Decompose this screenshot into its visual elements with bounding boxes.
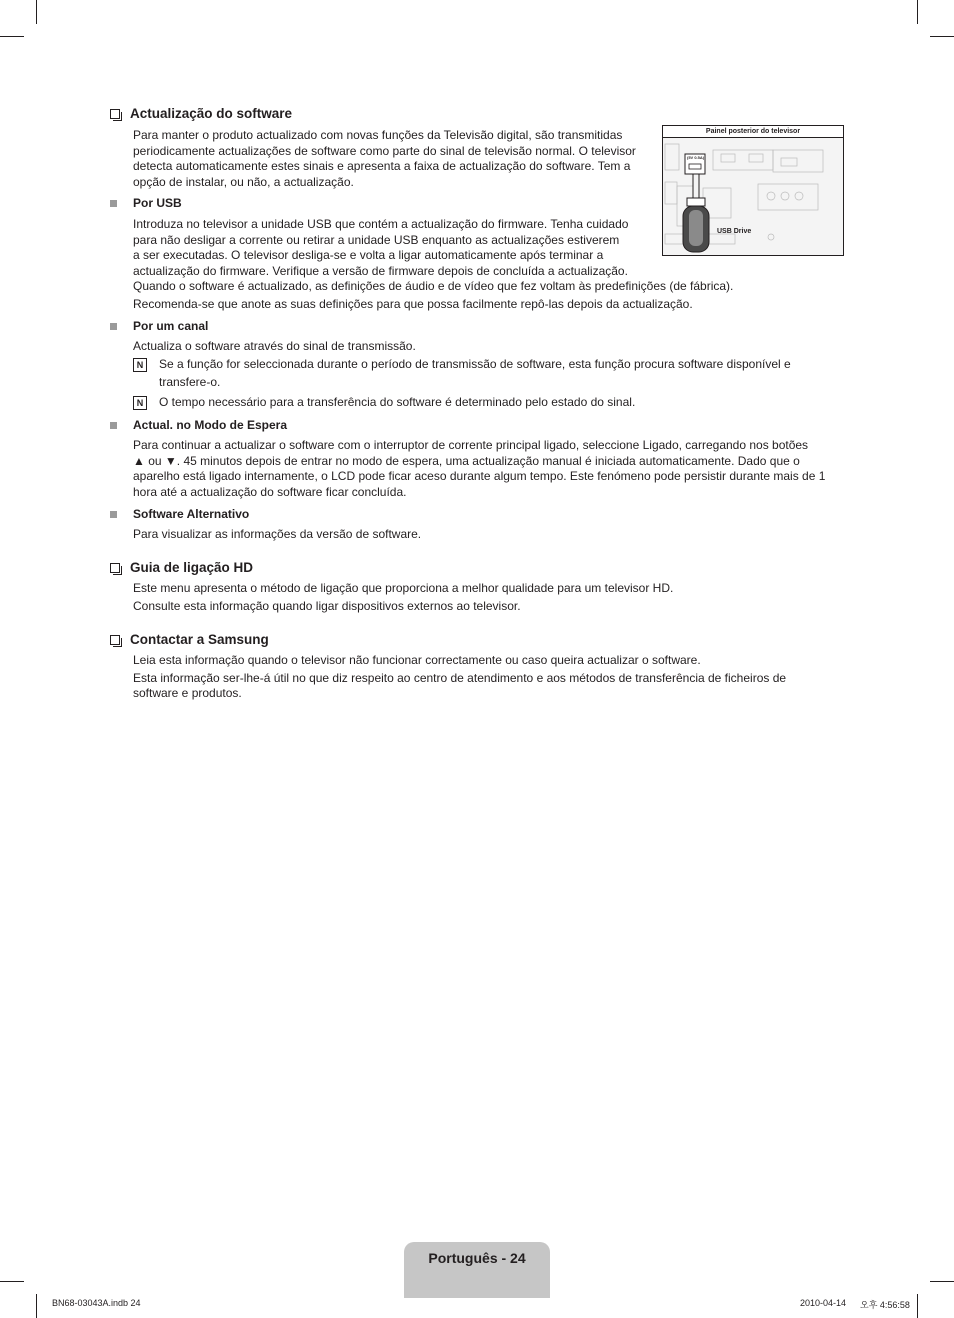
text-line: hora até a actualização do software ficar concluída. bbox=[133, 484, 407, 499]
checkbox-square-icon bbox=[110, 635, 120, 645]
section-heading-samsung bbox=[110, 632, 269, 647]
crop-mark bbox=[0, 1281, 24, 1282]
crop-mark bbox=[930, 36, 954, 37]
checkbox-square-icon bbox=[110, 563, 120, 573]
checkbox-square-icon bbox=[110, 109, 120, 119]
section-title: Contactar a Samsung bbox=[130, 632, 269, 647]
crop-mark bbox=[0, 36, 24, 37]
gray-square-icon bbox=[110, 323, 117, 330]
subheading-standby bbox=[110, 418, 287, 432]
text-line: Para continuar a actualizar o software com o interruptor de corrente principal ligado, seleccione Ligado, carregando nos botões bbox=[133, 438, 809, 452]
text-line: Esta informação ser-lhe-á útil no que diz respeito ao centro de atendimento e aos métodos de transferência de ficheiros de bbox=[133, 670, 787, 685]
gray-square-icon bbox=[110, 200, 117, 207]
crop-mark bbox=[917, 0, 918, 24]
subheading-title: Por USB bbox=[133, 196, 182, 210]
usb-text bbox=[133, 217, 733, 313]
crop-mark bbox=[917, 1294, 918, 1318]
subheading-title: Software Alternativo bbox=[133, 507, 250, 521]
section-title: Actualização do software bbox=[130, 106, 293, 121]
note-transfer-time bbox=[133, 394, 823, 412]
text-line: software e produtos. bbox=[133, 686, 242, 701]
text-line: aparelho está ligado internamente, o LCD pode ficar aceso durante algum tempo. Este fenómeno pode persistir durante mais de 1 bbox=[133, 469, 826, 484]
text-line: detecta automaticamente estes sinais e apresenta a faixa de actualização do software. Tem a bbox=[133, 159, 631, 174]
text-line: Leia esta informação quando o televisor não funcionar correctamente ou caso queira actualizar o software. bbox=[133, 653, 701, 667]
text-line: para não desligar a corrente ou retirar a unidade USB enquanto as actualizações estiverem bbox=[133, 232, 620, 247]
note-text: O tempo necessário para a transferência do software é determinado pelo estado do sinal. bbox=[159, 395, 636, 409]
crop-mark bbox=[36, 1294, 37, 1318]
subheading-channel bbox=[110, 319, 208, 333]
section-heading-software bbox=[110, 106, 292, 121]
channel-text: Actualiza o software através do sinal de transmissão. bbox=[133, 339, 416, 353]
subheading-title: Por um canal bbox=[133, 319, 209, 333]
note-text: Se a função for seleccionada durante o período de transmissão de software, esta função procura software disponível e transfere-o. bbox=[159, 357, 791, 389]
section-heading-hd bbox=[110, 560, 253, 575]
footer-file: BN68-03043A.indb 24 bbox=[52, 1298, 141, 1308]
footer-time: 오후 4:56:58 bbox=[860, 1300, 910, 1310]
page-number: Português - 24 bbox=[428, 1250, 526, 1266]
figure-title: Painel posterior do televisor bbox=[663, 126, 843, 138]
hd-text bbox=[133, 581, 673, 614]
text-line: Quando o software é actualizado, as definições de áudio e de vídeo que fez voltam às predefinições (de fábrica). bbox=[133, 279, 734, 294]
text-line: actualização do firmware. Verifique a versão de firmware depois de concluída a actualização. bbox=[133, 263, 628, 278]
subheading-alternative bbox=[110, 507, 249, 521]
figure-port-label: (5V 0.5A) bbox=[687, 155, 705, 160]
footer-date: 2010-04-14 bbox=[800, 1298, 847, 1308]
text-line: periodicamente actualizações de software como parte do sinal de televisão normal. O televisor bbox=[133, 143, 636, 158]
text-line: Introduza no televisor a unidade USB que contém a actualização do firmware. Tenha cuidado bbox=[133, 217, 629, 231]
note-broadcast bbox=[133, 356, 823, 391]
subheading-title: Actual. no Modo de Espera bbox=[133, 418, 288, 432]
text-line: opção de instalar, ou não, a actualização. bbox=[133, 174, 354, 189]
samsung-text bbox=[133, 653, 786, 702]
figure-usb-label: USB Drive bbox=[717, 228, 752, 235]
text-line: Este menu apresenta o método de ligação que proporciona a melhor qualidade para um televisor HD. bbox=[133, 581, 674, 595]
page-number-tab bbox=[404, 1242, 550, 1298]
gray-square-icon bbox=[110, 511, 117, 518]
crop-mark bbox=[36, 0, 37, 24]
note-icon: N bbox=[133, 358, 147, 372]
alternative-text: Para visualizar as informações da versão de software. bbox=[133, 527, 422, 541]
text-line: ▲ ou ▼. 45 minutos depois de entrar no modo de espera, uma actualização manual é iniciada automaticamente. Dado que o bbox=[133, 453, 800, 468]
software-intro bbox=[133, 128, 636, 190]
note-icon: N bbox=[133, 396, 147, 410]
text-line: a ser executadas. O televisor desliga-se e volta a ligar automaticamente após terminar a bbox=[133, 248, 604, 263]
section-title: Guia de ligação HD bbox=[130, 560, 254, 575]
text-line: Consulte esta informação quando ligar dispositivos externos ao televisor. bbox=[133, 598, 521, 613]
text-line: Recomenda-se que anote as suas definições para que possa facilmente repô-las depois da actualização. bbox=[133, 296, 693, 311]
text-line: Para manter o produto actualizado com novas funções da Televisão digital, são transmitidas bbox=[133, 128, 623, 142]
crop-mark bbox=[930, 1281, 954, 1282]
standby-text bbox=[133, 438, 825, 500]
subheading-usb bbox=[110, 196, 182, 210]
gray-square-icon bbox=[110, 422, 117, 429]
